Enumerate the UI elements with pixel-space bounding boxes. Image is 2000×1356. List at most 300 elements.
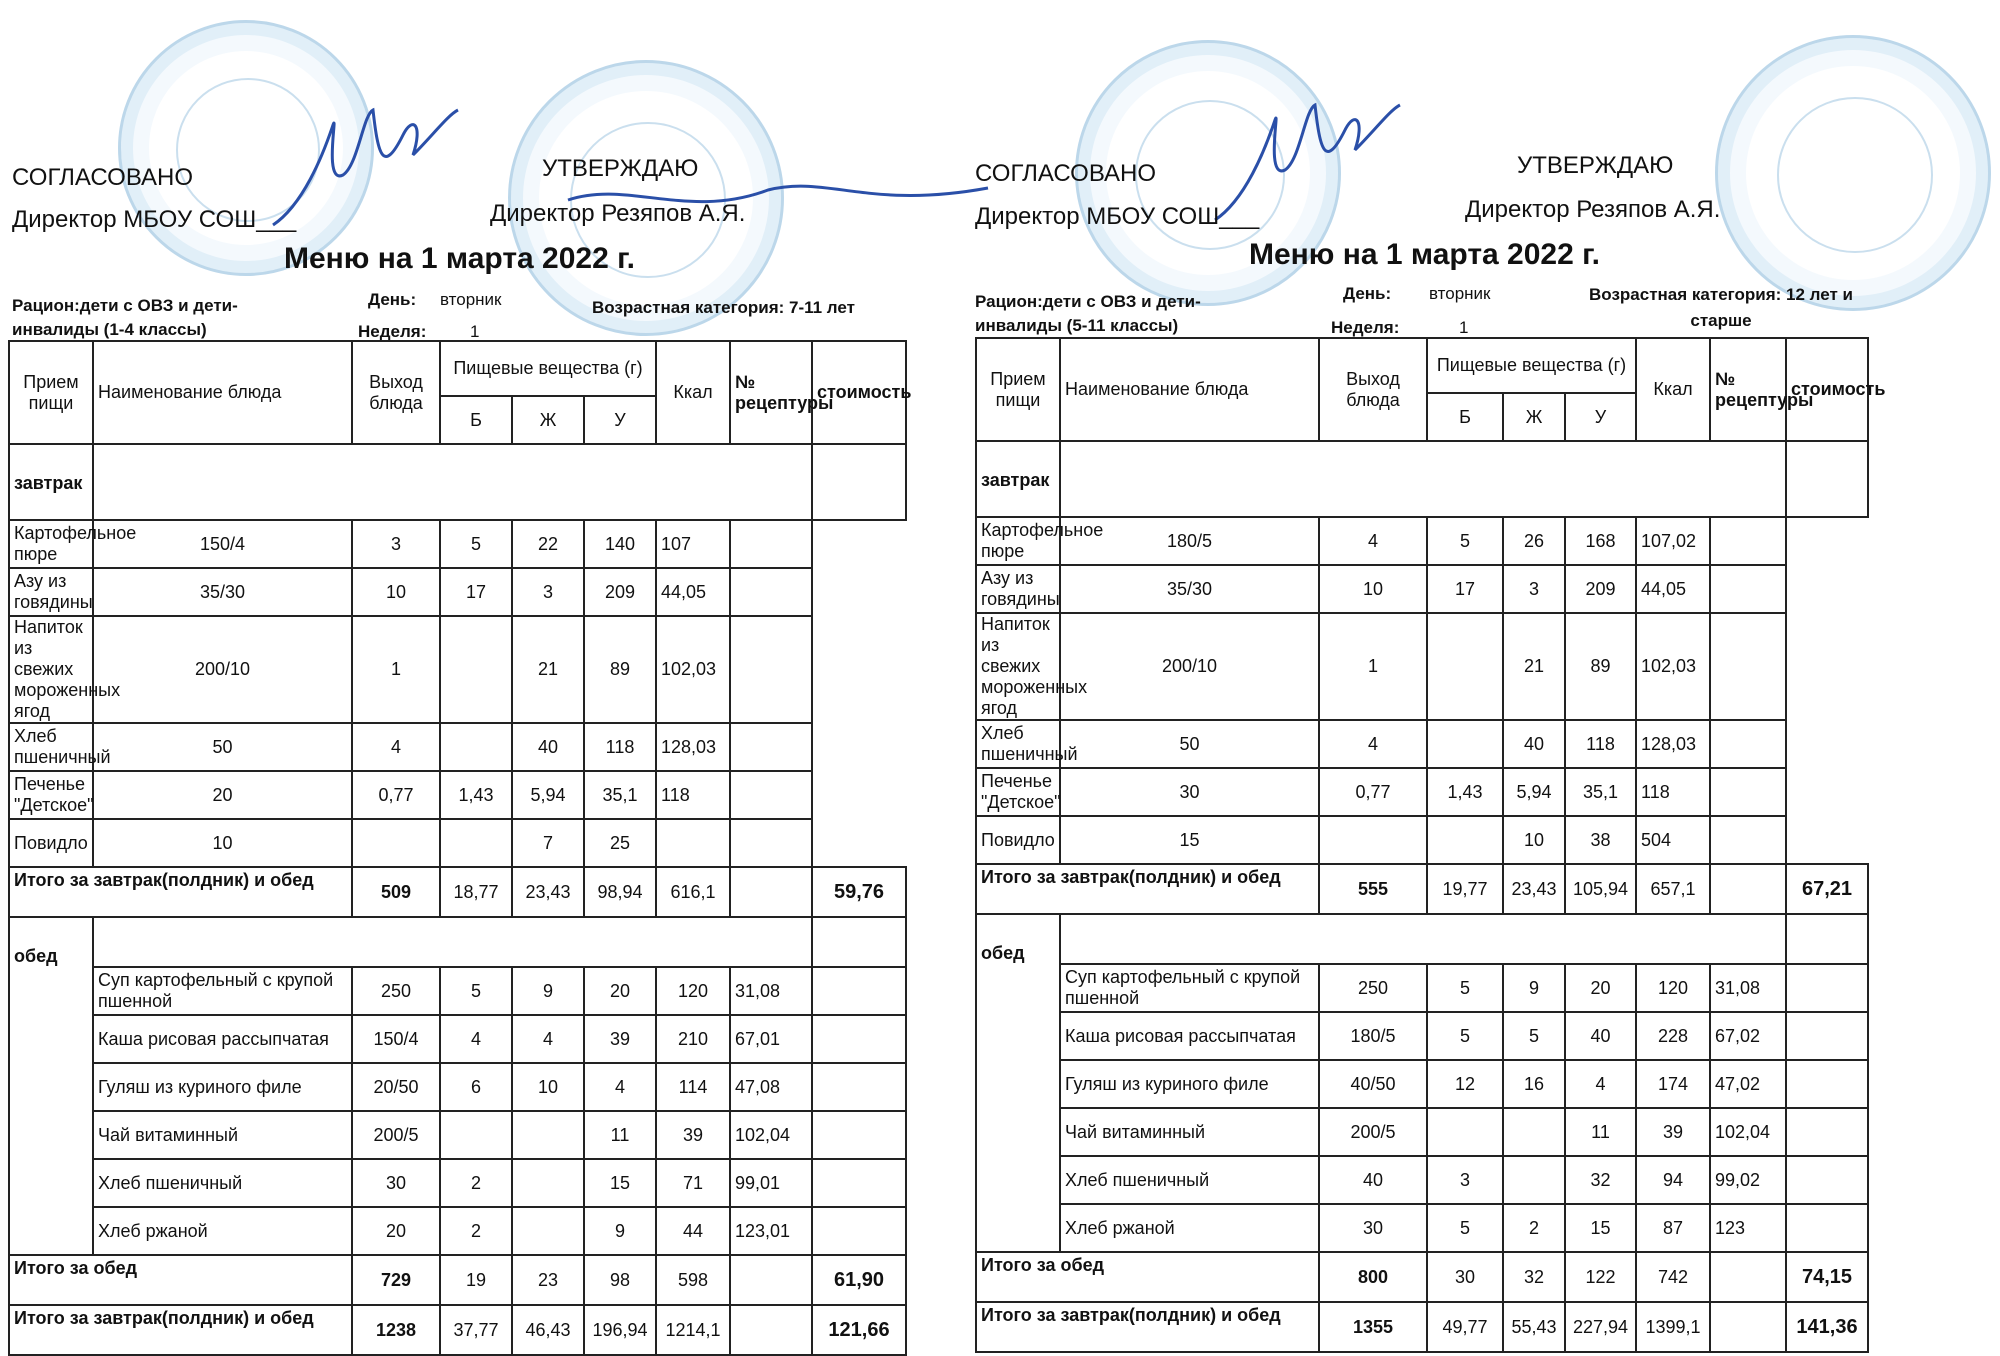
agreed-director: Директор МБОУ СОШ___	[12, 206, 297, 233]
kcal-cell: 174	[1636, 1060, 1710, 1108]
kcal-cell: 209	[584, 568, 656, 616]
total-cost: 141,36	[1786, 1302, 1868, 1352]
breakfast-rows	[9, 520, 906, 1355]
recipe-cell: 31,08	[730, 967, 812, 1015]
total-cost: 61,90	[812, 1255, 906, 1305]
dish-name: Печенье "Детское"	[976, 768, 1060, 816]
breakfast-rows	[976, 517, 1868, 1352]
dish-name: Повидло	[9, 819, 93, 867]
yield-cell: 250	[352, 967, 440, 1015]
total-zh: 32	[1503, 1252, 1565, 1302]
recipe-cell: 67,02	[1710, 1012, 1786, 1060]
table-row	[976, 1012, 1868, 1060]
recipe-cell: 128,03	[1636, 720, 1710, 768]
cost-cell	[812, 1015, 906, 1063]
approve-label: УТВЕРЖДАЮ	[1517, 152, 1674, 179]
yield-cell: 30	[1319, 1204, 1427, 1252]
header-zh: Ж	[1503, 393, 1565, 441]
cost-cell	[812, 967, 906, 1015]
kcal-cell: 118	[1565, 720, 1636, 768]
fat-cell: 1,43	[440, 771, 512, 819]
total-kcal: 657,1	[1636, 864, 1710, 914]
carb-cell: 22	[512, 520, 584, 568]
week-label: Неделя:	[358, 322, 427, 341]
dish-name: Печенье "Детское"	[9, 771, 93, 819]
kcal-cell: 140	[584, 520, 656, 568]
kcal-cell: 168	[1565, 517, 1636, 565]
yield-cell: 20	[93, 771, 352, 819]
header-u: У	[1565, 393, 1636, 441]
carb-cell: 11	[1565, 1108, 1636, 1156]
yield-cell: 150/4	[93, 520, 352, 568]
menu-title: Меню на 1 марта 2022 г.	[1249, 238, 1600, 271]
carb-cell: 10	[1503, 816, 1565, 864]
recipe-cell: 67,01	[730, 1015, 812, 1063]
yield-cell: 200/10	[1060, 613, 1319, 720]
age-category: Возрастная категория: 7-11 лет	[592, 298, 855, 317]
fat-cell: 5	[440, 520, 512, 568]
yield-cell: 20/50	[352, 1063, 440, 1111]
total-kcal: 598	[656, 1255, 730, 1305]
header-meal: Прием пищи	[9, 341, 93, 444]
section-lunch: обед	[976, 914, 1060, 1252]
table-row	[976, 720, 1868, 768]
header-zh: Ж	[512, 396, 584, 444]
menu-panel-right	[975, 0, 1935, 1338]
recipe-cell: 99,02	[1710, 1156, 1786, 1204]
dish-name: Суп картофельный с крупой пшенной	[93, 967, 352, 1015]
day-value: вторник	[440, 290, 502, 309]
total-u: 227,94	[1565, 1302, 1636, 1352]
fat-cell: 9	[1503, 964, 1565, 1012]
protein-cell: 1	[352, 616, 440, 723]
recipe-cell: 102,03	[1636, 613, 1710, 720]
total-kcal: 1399,1	[1636, 1302, 1710, 1352]
dish-name: Картофельное пюре	[9, 520, 93, 568]
total-b: 49,77	[1427, 1302, 1503, 1352]
yield-cell: 30	[352, 1159, 440, 1207]
total-b: 30	[1427, 1252, 1503, 1302]
grand-total-row	[976, 1302, 1868, 1352]
table-row	[9, 967, 906, 1015]
week-label: Неделя:	[1331, 318, 1400, 337]
yield-cell: 200/5	[1319, 1108, 1427, 1156]
protein-cell: 3	[352, 520, 440, 568]
header-dish: Наименование блюда	[93, 341, 352, 444]
protein-cell: 6	[440, 1063, 512, 1111]
dish-name: Картофельное пюре	[976, 517, 1060, 565]
protein-cell	[352, 819, 440, 867]
protein-cell: 5	[1427, 1012, 1503, 1060]
total-u: 98	[584, 1255, 656, 1305]
cost-cell	[730, 520, 812, 568]
table-row	[9, 1111, 906, 1159]
total-u: 196,94	[584, 1305, 656, 1355]
total-b: 19	[440, 1255, 512, 1305]
approve-label: УТВЕРЖДАЮ	[542, 155, 699, 182]
total-recipe	[730, 867, 812, 917]
yield-cell: 35/30	[1060, 565, 1319, 613]
total-label: Итого за завтрак(полдник) и обед	[9, 867, 352, 917]
fat-cell	[440, 616, 512, 723]
total-label: Итого за обед	[976, 1252, 1319, 1302]
fat-cell: 2	[1503, 1204, 1565, 1252]
header-cost: стоимость	[812, 341, 906, 444]
kcal-cell: 39	[656, 1111, 730, 1159]
approve-director: Директор Резяпов А.Я.	[1465, 196, 1721, 223]
carb-cell: 7	[512, 819, 584, 867]
kcal-cell: 114	[656, 1063, 730, 1111]
header-nutrients: Пищевые вещества (г)	[440, 341, 656, 396]
carb-cell: 20	[1565, 964, 1636, 1012]
table-row	[976, 964, 1868, 1012]
table-row	[976, 613, 1868, 720]
total-yield: 729	[352, 1255, 440, 1305]
total-zh: 23,43	[1503, 864, 1565, 914]
day-label: День:	[368, 290, 417, 309]
cost-cell	[1786, 1012, 1868, 1060]
fat-cell: 9	[512, 967, 584, 1015]
lunch-total-row	[9, 1255, 906, 1305]
yield-cell: 150/4	[352, 1015, 440, 1063]
approve-director: Директор Резяпов А.Я.	[490, 200, 746, 227]
dish-name: Азу из говядины	[976, 565, 1060, 613]
header-b: Б	[440, 396, 512, 444]
table-row	[9, 1063, 906, 1111]
dish-name: Хлеб пшеничный	[93, 1159, 352, 1207]
total-recipe	[730, 1255, 812, 1305]
cost-cell	[1710, 816, 1786, 864]
kcal-cell: 25	[584, 819, 656, 867]
recipe-cell: 102,03	[656, 616, 730, 723]
total-cost: 121,66	[812, 1305, 906, 1355]
table-row	[9, 1015, 906, 1063]
breakfast-total-row	[9, 867, 906, 917]
protein-cell: 5	[1427, 1204, 1503, 1252]
menu-table	[8, 340, 912, 1356]
yield-cell: 180/5	[1319, 1012, 1427, 1060]
fat-cell	[1427, 816, 1503, 864]
dish-name: Хлеб пшеничный	[9, 723, 93, 771]
dish-name: Повидло	[976, 816, 1060, 864]
carb-cell: 39	[584, 1015, 656, 1063]
fat-cell	[1503, 1108, 1565, 1156]
cost-cell	[1710, 565, 1786, 613]
fat-cell	[440, 723, 512, 771]
blank-cell	[812, 917, 906, 967]
table-row	[976, 768, 1868, 816]
header-kcal: Ккал	[1636, 338, 1710, 441]
recipe-cell: 44,05	[656, 568, 730, 616]
total-recipe	[1710, 1302, 1786, 1352]
dish-name: Азу из говядины	[9, 568, 93, 616]
carb-cell: 15	[1565, 1204, 1636, 1252]
protein-cell: 12	[1427, 1060, 1503, 1108]
total-cost: 67,21	[1786, 864, 1868, 914]
carb-cell: 21	[512, 616, 584, 723]
week-value: 1	[1459, 318, 1469, 337]
recipe-cell: 107	[656, 520, 730, 568]
protein-cell: 0,77	[1319, 768, 1427, 816]
protein-cell: 4	[352, 723, 440, 771]
cost-cell	[730, 771, 812, 819]
section-breakfast: завтрак	[976, 441, 1060, 517]
week-value: 1	[470, 322, 480, 341]
header-recipe: № рецептуры	[1710, 338, 1786, 441]
total-kcal: 616,1	[656, 867, 730, 917]
total-label: Итого за обед	[9, 1255, 352, 1305]
total-cost: 59,76	[812, 867, 906, 917]
agreed-label: СОГЛАСОВАНО	[975, 160, 1157, 187]
protein-cell: 5	[1427, 964, 1503, 1012]
recipe-cell: 44,05	[1636, 565, 1710, 613]
blank-cell	[1786, 914, 1868, 964]
breakfast-total-row	[976, 864, 1868, 914]
cost-cell	[1710, 720, 1786, 768]
cost-cell	[1786, 1156, 1868, 1204]
fat-cell: 17	[1427, 565, 1503, 613]
carb-cell: 32	[1565, 1156, 1636, 1204]
table-row	[9, 1207, 906, 1255]
recipe-cell	[656, 819, 730, 867]
cost-cell	[812, 1207, 906, 1255]
kcal-cell: 71	[656, 1159, 730, 1207]
blank-cell	[1786, 441, 1868, 517]
table-row	[976, 517, 1868, 565]
header-u: У	[584, 396, 656, 444]
dish-name: Каша рисовая рассыпчатая	[93, 1015, 352, 1063]
carb-cell: 40	[512, 723, 584, 771]
fat-cell	[512, 1111, 584, 1159]
lunch-total-row	[976, 1252, 1868, 1302]
menu-table	[975, 337, 1886, 1353]
cost-cell	[812, 1159, 906, 1207]
cost-cell	[812, 1111, 906, 1159]
header-yield: Выход блюда	[1319, 338, 1427, 441]
table-row	[9, 723, 906, 771]
recipe-cell: 107,02	[1636, 517, 1710, 565]
protein-cell: 1	[1319, 613, 1427, 720]
carb-cell: 4	[584, 1063, 656, 1111]
yield-cell: 10	[93, 819, 352, 867]
cost-cell	[1786, 964, 1868, 1012]
fat-cell	[512, 1207, 584, 1255]
kcal-cell: 210	[656, 1015, 730, 1063]
kcal-cell: 35,1	[584, 771, 656, 819]
seal-stamp	[118, 20, 374, 276]
recipe-cell: 31,08	[1710, 964, 1786, 1012]
total-yield: 1238	[352, 1305, 440, 1355]
protein-cell: 4	[1319, 720, 1427, 768]
kcal-cell: 120	[656, 967, 730, 1015]
table-row	[9, 771, 906, 819]
day-label: День:	[1343, 284, 1392, 303]
recipe-cell: 128,03	[656, 723, 730, 771]
menu-panel-left	[8, 0, 968, 1341]
total-recipe	[1710, 864, 1786, 914]
kcal-cell: 87	[1636, 1204, 1710, 1252]
total-yield: 555	[1319, 864, 1427, 914]
dish-name: Гуляш из куриного филе	[1060, 1060, 1319, 1108]
recipe-cell: 123,01	[730, 1207, 812, 1255]
yield-cell: 35/30	[93, 568, 352, 616]
protein-cell: 10	[1319, 565, 1427, 613]
carb-cell: 3	[1503, 565, 1565, 613]
fat-cell: 17	[440, 568, 512, 616]
carb-cell: 40	[1565, 1012, 1636, 1060]
carb-cell: 20	[584, 967, 656, 1015]
table-row	[9, 520, 906, 568]
blank-cell	[1060, 441, 1786, 517]
cost-cell	[1710, 517, 1786, 565]
total-zh: 23,43	[512, 867, 584, 917]
fat-cell: 1,43	[1427, 768, 1503, 816]
recipe-cell: 504	[1636, 816, 1710, 864]
recipe-cell: 123	[1710, 1204, 1786, 1252]
carb-cell: 4	[1565, 1060, 1636, 1108]
total-yield: 509	[352, 867, 440, 917]
protein-cell: 0,77	[352, 771, 440, 819]
dish-name: Чай витаминный	[93, 1111, 352, 1159]
table-row	[976, 1204, 1868, 1252]
yield-cell: 250	[1319, 964, 1427, 1012]
cost-cell	[812, 1063, 906, 1111]
header-nutrients: Пищевые вещества (г)	[1427, 338, 1636, 393]
carb-cell: 3	[512, 568, 584, 616]
age-category: Возрастная категория: 12 лет и старше	[1589, 285, 1853, 330]
protein-cell: 2	[440, 1159, 512, 1207]
fat-cell	[1503, 1156, 1565, 1204]
yield-cell: 200/5	[352, 1111, 440, 1159]
fat-cell	[440, 819, 512, 867]
fat-cell	[1427, 720, 1503, 768]
seal-stamp	[1715, 35, 1991, 311]
yield-cell: 40	[1319, 1156, 1427, 1204]
total-cost: 74,15	[1786, 1252, 1868, 1302]
yield-cell: 20	[352, 1207, 440, 1255]
blank-cell	[812, 444, 906, 520]
dish-name: Хлеб пшеничный	[976, 720, 1060, 768]
total-label: Итого за завтрак(полдник) и обед	[976, 864, 1319, 914]
section-lunch: обед	[9, 917, 93, 1255]
recipe-cell: 47,02	[1710, 1060, 1786, 1108]
section-breakfast: завтрак	[9, 444, 93, 520]
fat-cell: 16	[1503, 1060, 1565, 1108]
protein-cell: 2	[440, 1207, 512, 1255]
dish-name: Напиток из свежих мороженных ягод	[976, 613, 1060, 720]
carb-cell: 21	[1503, 613, 1565, 720]
dish-name: Хлеб пшеничный	[1060, 1156, 1319, 1204]
protein-cell: 4	[440, 1015, 512, 1063]
dish-name: Суп картофельный с крупой пшенной	[1060, 964, 1319, 1012]
cost-cell	[730, 616, 812, 723]
header-recipe: № рецептуры	[730, 341, 812, 444]
blank-cell	[93, 444, 812, 520]
fat-cell: 5	[1427, 517, 1503, 565]
total-yield: 800	[1319, 1252, 1427, 1302]
total-zh: 23	[512, 1255, 584, 1305]
table-row	[9, 616, 906, 723]
cost-cell	[730, 819, 812, 867]
carb-cell: 5,94	[512, 771, 584, 819]
total-u: 98,94	[584, 867, 656, 917]
yield-cell: 40/50	[1319, 1060, 1427, 1108]
total-recipe	[1710, 1252, 1786, 1302]
recipe-cell: 47,08	[730, 1063, 812, 1111]
table-row	[976, 1060, 1868, 1108]
fat-cell: 5	[1503, 1012, 1565, 1060]
cost-cell	[1710, 768, 1786, 816]
header-b: Б	[1427, 393, 1503, 441]
kcal-cell: 38	[1565, 816, 1636, 864]
yield-cell: 50	[1060, 720, 1319, 768]
lunch-header-row	[9, 917, 906, 967]
fat-cell	[1427, 613, 1503, 720]
kcal-cell: 39	[1636, 1108, 1710, 1156]
table-row	[976, 565, 1868, 613]
protein-cell: 10	[352, 568, 440, 616]
table-row	[976, 1156, 1868, 1204]
fat-cell	[512, 1159, 584, 1207]
dish-name: Хлеб ржаной	[1060, 1204, 1319, 1252]
kcal-cell: 35,1	[1565, 768, 1636, 816]
total-kcal: 1214,1	[656, 1305, 730, 1355]
yield-cell: 50	[93, 723, 352, 771]
cost-cell	[1786, 1060, 1868, 1108]
total-zh: 46,43	[512, 1305, 584, 1355]
recipe-cell: 118	[1636, 768, 1710, 816]
kcal-cell: 44	[656, 1207, 730, 1255]
table-row	[9, 819, 906, 867]
protein-cell: 3	[1427, 1156, 1503, 1204]
yield-cell: 180/5	[1060, 517, 1319, 565]
dish-name: Напиток из свежих мороженных ягод	[9, 616, 93, 723]
header-cost: стоимость	[1786, 338, 1868, 441]
agreed-label: СОГЛАСОВАНО	[12, 164, 194, 191]
total-recipe	[730, 1305, 812, 1355]
table-row	[976, 816, 1868, 864]
header-kcal: Ккал	[656, 341, 730, 444]
header-yield: Выход блюда	[352, 341, 440, 444]
recipe-cell: 99,01	[730, 1159, 812, 1207]
dish-name: Чай витаминный	[1060, 1108, 1319, 1156]
total-u: 122	[1565, 1252, 1636, 1302]
cost-cell	[1786, 1204, 1868, 1252]
protein-cell: 5	[440, 967, 512, 1015]
fat-cell: 10	[512, 1063, 584, 1111]
agreed-director: Директор МБОУ СОШ___	[975, 203, 1260, 230]
protein-cell	[1427, 1108, 1503, 1156]
kcal-cell: 209	[1565, 565, 1636, 613]
recipe-cell: 102,04	[730, 1111, 812, 1159]
cost-cell	[1710, 613, 1786, 720]
total-label: Итого за завтрак(полдник) и обед	[9, 1305, 352, 1355]
cost-cell	[730, 723, 812, 771]
carb-cell: 5,94	[1503, 768, 1565, 816]
blank-cell	[93, 917, 812, 967]
total-yield: 1355	[1319, 1302, 1427, 1352]
table-row	[9, 568, 906, 616]
carb-cell: 15	[584, 1159, 656, 1207]
carb-cell: 9	[584, 1207, 656, 1255]
protein-cell	[1319, 816, 1427, 864]
recipe-cell: 118	[656, 771, 730, 819]
dish-name: Каша рисовая рассыпчатая	[1060, 1012, 1319, 1060]
header-meal: Прием пищи	[976, 338, 1060, 441]
fat-cell: 4	[512, 1015, 584, 1063]
total-b: 18,77	[440, 867, 512, 917]
kcal-cell: 89	[584, 616, 656, 723]
